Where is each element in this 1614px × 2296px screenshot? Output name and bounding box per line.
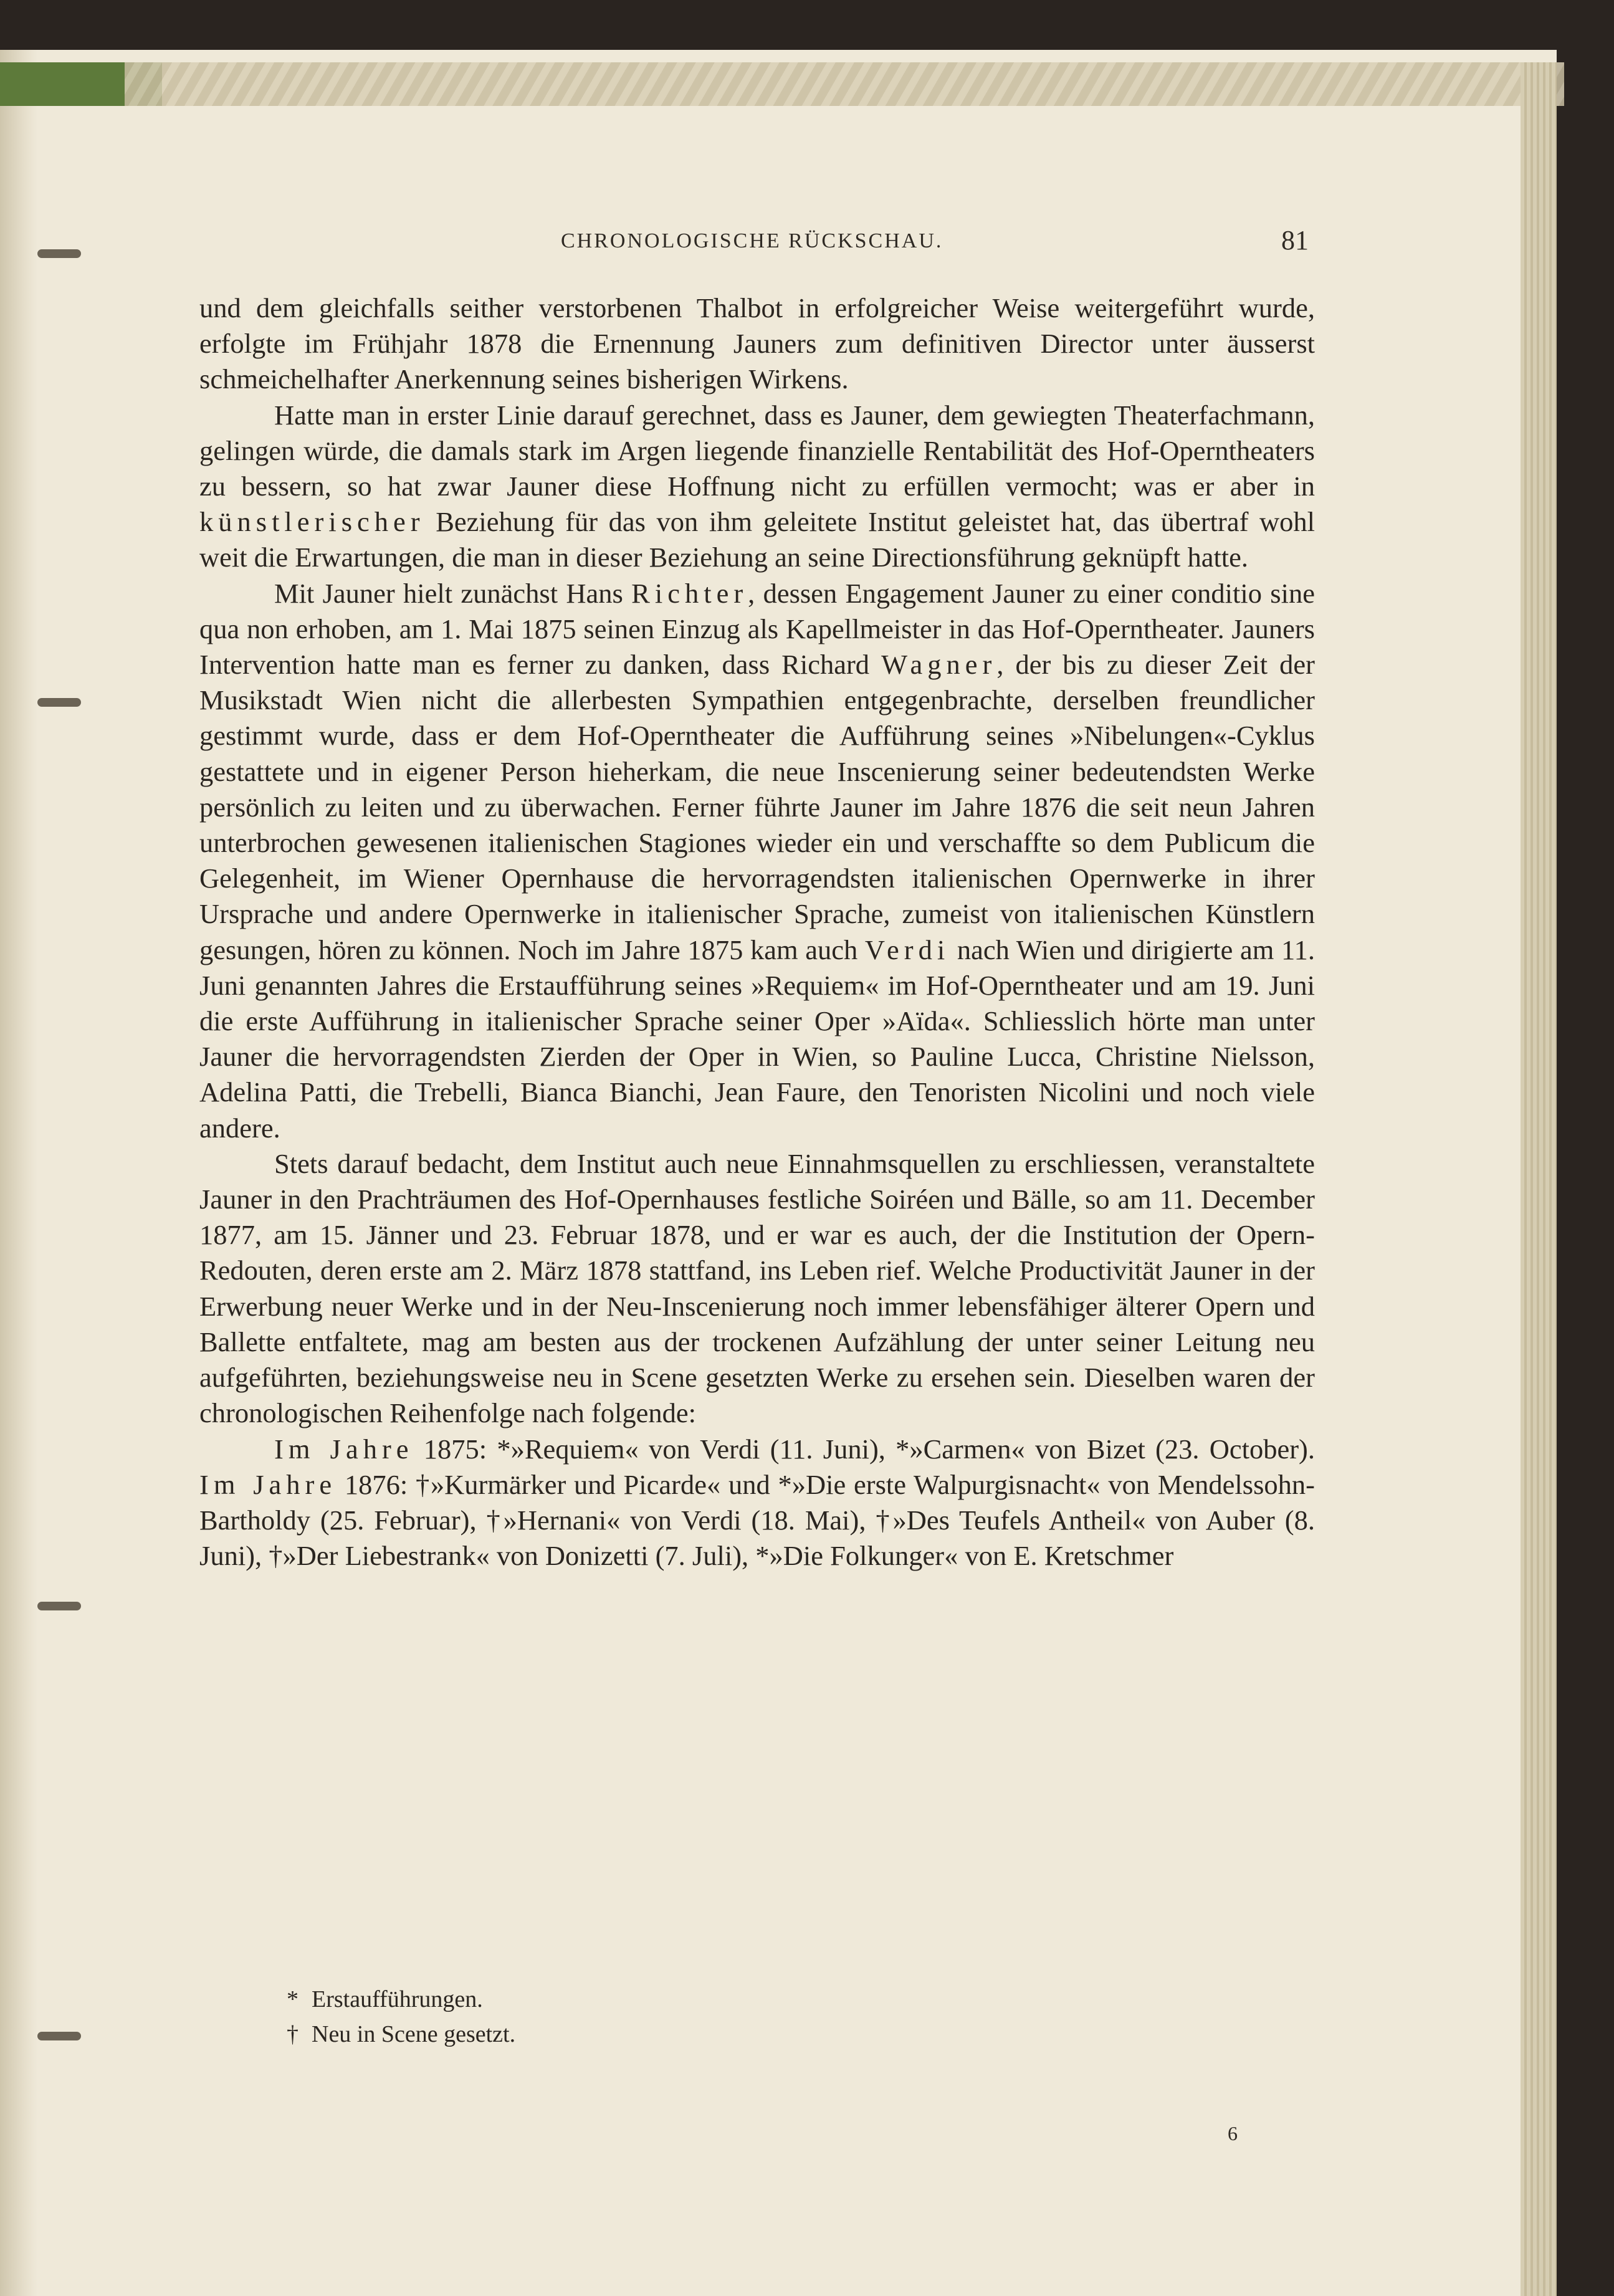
binding-thread-mark [37, 1602, 81, 1610]
running-head: CHRONOLOGISCHE RÜCKSCHAU. [561, 229, 943, 252]
paragraph-text: , der bis zu dieser Zeit der Musikstadt Wien nicht die allerbesten Sympathien entgegenbrachte, derselben freundlicher gestimmt wurde, dass er dem Hof-Operntheater die Aufführung seines »Nibelungen«-Cyklus gestattete und in eigener Person hieherkam, die neue Inscenierung seiner bedeutendsten Werke persönlich zu leiten und zu überwachen. Ferner führte Jauner im Jahre 1876 die seit neun Jahren unterbrochen gewesenen italienischen Stagiones wieder ein und verschaffte so dem Publicum die Gelegenheit, im Wiener Opernhause die hervorragendsten italienischen Opernwerke in ihrer Ursprache und andere Opernwerke in italienischer Sprache, zumeist von italienischen Künstlern gesungen, hören zu können. Noch im Jahre 1875 kam auch [199, 649, 1315, 965]
paragraph [199, 1146, 1315, 1432]
footnote-mark: † [287, 2021, 298, 2047]
paragraph-text: , dessen Engagement Jauner zu einer conditio sine qua non erhoben, am 1. Mai 1875 seinen Einzug als Kapellmeister in das Hof-Operntheater. Jauners Intervention hatte man es ferner zu danken, dass Richard [199, 577, 1315, 681]
body-text [199, 290, 1315, 1574]
paragraph [199, 576, 1315, 1146]
spaced-emphasis: Verdi [864, 934, 950, 965]
footnote-text: Erstaufführungen. [312, 1986, 483, 2012]
binding-thread-mark [37, 2032, 81, 2040]
footnote-text: Neu in Scene gesetzt. [312, 2021, 516, 2047]
page-top-edge [125, 62, 1564, 106]
paragraph-text: nach Wien und dirigierte am 11. Juni genannten Jahres die Erstaufführung seines »Requiem« im Hof-Operntheater und am 19. Juni die erste Aufführung in italienischer Sprache seiner Oper »Aïda«. Schliesslich hörte man unter Jauner die hervorragendsten Zierden der Oper in Wien, so Pauline Lucca, Christine Nielsson, Adelina Patti, die Trebelli, Bianca Bianchi, Jean Faure, den Tenoristen Nicolini und noch viele andere. [199, 934, 1315, 1144]
paragraph-text: Beziehung für das von ihm geleitete Institut geleistet hat, das übertraf wohl weit die Erwartungen, die man in dieser Beziehung an seine Directionsführung geknüpft hatte. [199, 506, 1315, 573]
paragraph-text: 1875: *»Requiem« von Verdi (11. Juni), *»Carmen« von Bizet (23. October). [413, 1433, 1315, 1465]
page-header [199, 224, 1309, 262]
paragraph-text: Stets darauf bedacht, dem Institut auch neue Einnahmsquellen zu erschliessen, veranstaltete Jauner in den Prachträumen des Hof-Opernhauses festliche Soiréen und Bälle, so am 11. December 1877, am 15. Jänner und 23. Februar 1878, und er war es auch, der die Institution der Opern-Redouten, deren erste am 2. März 1878 stattfand, ins Leben rief. Welche Productivität Jauner in der Erwerbung neuer Werke und in der Neu-Inscenierung noch immer lebensfähiger älterer Opern und Ballette entfaltete, mag am besten aus der trockenen Aufzählung der unter seiner Leitung neu aufgeführten, beziehungsweise neu in Scene gesetzten Werke zu ersehen sein. Dieselben waren der chronologischen Reihenfolge nach folgende: [199, 1147, 1315, 1429]
footnote [287, 1982, 1159, 2017]
spaced-emphasis: Im Jahre [199, 1468, 337, 1500]
footnote [287, 2017, 1159, 2052]
paragraph-text: Mit Jauner hielt zunächst Hans [274, 577, 632, 609]
page-number: 81 [1281, 225, 1309, 256]
paragraph-text: Hatte man in erster Linie darauf gerechnet, dass es Jauner, dem gewiegten Theaterfachmann, gelingen würde, die damals stark im Argen liegende finanzielle Rentabilität des Hof-Operntheaters zu bessern, so hat zwar Jauner diese Hoffnung nicht zu erfüllen vermocht; was er aber in [199, 399, 1315, 502]
binding-thread-mark [37, 249, 81, 258]
paragraph [199, 290, 1315, 398]
footnote-mark: * [287, 1986, 298, 2012]
page-stack-edge [1521, 62, 1557, 2296]
footnotes [287, 1982, 1159, 2052]
spaced-emphasis: Wagner [881, 649, 997, 681]
paragraph [199, 398, 1315, 576]
spaced-emphasis: Richter [631, 577, 748, 609]
spaced-emphasis: künstlerischer [199, 506, 425, 538]
paragraph-text: 1876: †»Kurmärker und Picarde« und *»Die erste Walpurgisnacht« von Mendelssohn-Bartholdy (25. Februar), †»Hernani« von Verdi (18. Mai), †»Des Teufels Antheil« von Auber (8. Juni), †»Der Liebestrank« von Donizetti (7. Juli), *»Die Folkunger« von E. Kretschmer [199, 1468, 1315, 1572]
paragraph-text: und dem gleichfalls seither verstorbenen Thalbot in erfolgreicher Weise weitergeführt wurde, erfolgte im Frühjahr 1878 die Ernennung Jauners zum definitiven Director unter äusserst schmeichelhafter Anerkennung seines bisherigen Wirkens. [199, 292, 1315, 395]
paragraph [199, 1432, 1315, 1574]
spaced-emphasis: Im Jahre [274, 1433, 414, 1465]
binding-thread-mark [37, 698, 81, 707]
page-gutter-shadow [0, 50, 37, 2296]
printer-signature: 6 [1228, 2122, 1238, 2145]
